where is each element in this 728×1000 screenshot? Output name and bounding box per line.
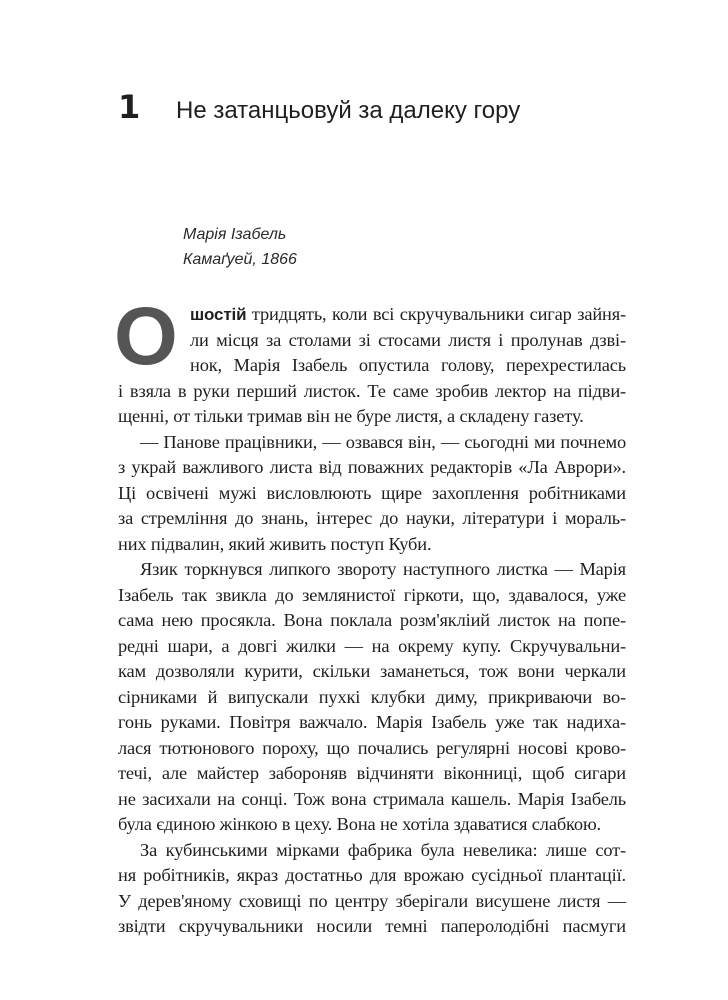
first-word: шостій: [190, 305, 247, 324]
epigraph: [183, 222, 297, 272]
text-line: редні шари, а довгі жилки — на окрему купу. Скручувальни-: [118, 635, 626, 656]
text-line: ли місця за столами зі стосами листя і пролунав дзві-: [190, 329, 626, 350]
text-line: течі, але майстер забороняв відчиняти віконниці, щоб сигари: [118, 763, 626, 783]
text-line: Ці освічені мужі висловлюють щире захоплення робітниками: [118, 482, 626, 503]
text-line: шостій тридцять, коли всі скручувальники сигар зайня-: [190, 304, 626, 324]
text-line: нок, Марія Ізабель опустила голову, перехрестилась: [190, 355, 626, 375]
text-line: Ізабель так звикла до землянистої гіркоти, що, здавалося, уже: [118, 584, 626, 605]
body-text: [114, 291, 626, 940]
text-line: кам дозволяли курити, скільки заманеться, тож вони черкали: [118, 661, 626, 681]
text-line: була єдиною жінкою в цеху. Вона не хотіла здаватися слабкою.: [118, 814, 601, 834]
text-line: них підвалин, який живить поступ Куби.: [118, 533, 432, 554]
text-line: гонь руками. Повітря важчало. Марія Ізабель уже так надиха-: [118, 712, 626, 732]
text-line: не засихали на сонці. Тож вона стримала кашель. Марія Ізабель: [118, 788, 626, 809]
text-line: з украй важливого листа від поважних редакторів «Ла Аврори».: [118, 457, 626, 477]
chapter-number: 1: [118, 88, 141, 126]
chapter-heading: [118, 88, 520, 126]
opening-paragraph: [114, 291, 626, 430]
text-line: за стремління до знань, інтерес до науки, літератури і мораль-: [118, 508, 626, 528]
text-line: сірниками й випускали пухкі клубки диму, прикриваючи во-: [118, 686, 626, 707]
text-line: звідти скручувальники носили темні паперолодібні пасмуги: [118, 916, 626, 936]
text-line: ня робітників, якраз достатньо для врожаю сусідньої плантації.: [118, 865, 626, 885]
chapter-title: Не затанцьовуй за далеку гору: [176, 97, 521, 124]
drop-cap: О: [114, 291, 178, 382]
epigraph-place-year: Камаґуей, 1866: [183, 251, 297, 268]
text-line: За кубинськими мірками фабрика була невелика: лише сот-: [140, 839, 626, 860]
text-line: Язик торкнувся липкого звороту наступного листка — Марія: [140, 559, 626, 579]
text-line: щенні, от тільки тримав він не буре листя, а складену газету.: [118, 406, 584, 426]
epigraph-name: Марія Ізабель: [183, 226, 287, 243]
text-line: — Панове працівники, — озвався він, — сьогодні ми почнемо: [140, 431, 626, 452]
text-line: лася тютюнового пороху, що почались регулярні носові крово-: [118, 737, 626, 758]
text-line: і взяла в руки перший листок. Те саме зробив лектор на підви-: [118, 380, 626, 401]
text-line: У дерев'яному сховищі по центру зберігали висушене листя —: [118, 890, 626, 911]
text-line: сама нею просякла. Вона поклала розм'якліий листок на попе-: [118, 610, 626, 630]
